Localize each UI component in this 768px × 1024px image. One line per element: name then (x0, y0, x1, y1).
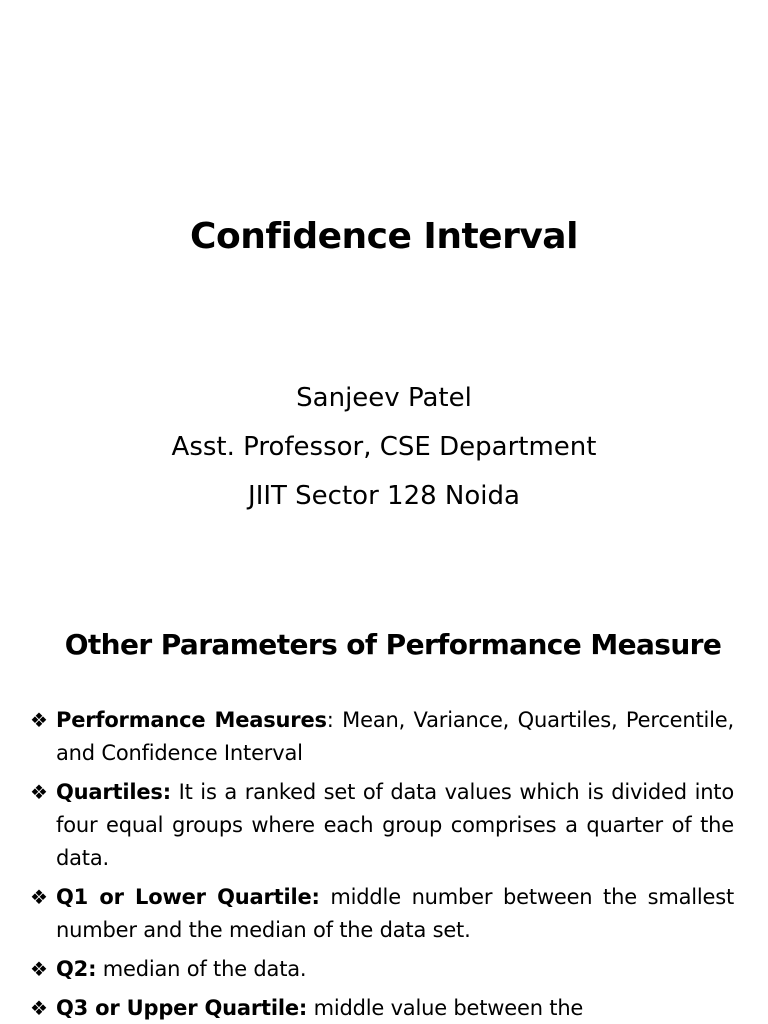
bullet-term: Q1 or Lower Quartile: (56, 885, 320, 909)
bullet-text: middle value between the (307, 996, 584, 1020)
diamond-bullet-icon: ❖ (30, 996, 48, 1020)
diamond-bullet-icon: ❖ (30, 708, 48, 732)
bullet-text: median of the data. (96, 957, 307, 981)
list-item (30, 992, 734, 1024)
bullet-term: Q3 or Upper Quartile: (56, 996, 308, 1020)
author-position: Asst. Professor, CSE Department (171, 432, 597, 462)
slide-heading: Other Parameters of Performance Measure (64, 628, 722, 661)
author-block (0, 374, 768, 521)
diamond-bullet-icon: ❖ (30, 885, 48, 909)
bullet-term: Performance Measures (56, 708, 327, 732)
author-name: Sanjeev Patel (296, 383, 472, 413)
slide-title: Confidence Interval (190, 216, 578, 257)
content-slide (0, 576, 768, 1024)
list-item (30, 776, 734, 875)
author-institution: JIIT Sector 128 Noida (248, 481, 520, 511)
list-item (30, 881, 734, 947)
bullet-separator: : (326, 708, 334, 732)
list-item (30, 704, 734, 770)
bullet-text: middle number between the smallest number and the median of the data set. (56, 885, 735, 942)
list-item (30, 953, 734, 986)
bullet-list (30, 704, 734, 1024)
diamond-bullet-icon: ❖ (30, 780, 48, 804)
bullet-term: Q2: (56, 957, 97, 981)
bullet-text: Mean, Variance, Quartiles, Percentile, and Confidence Interval (56, 708, 734, 765)
bullet-term: Quartiles: (56, 780, 171, 804)
bullet-text: It is a ranked set of data values which is divided into four equal groups where each group comprises a quarter of the data. (56, 780, 734, 870)
diamond-bullet-icon: ❖ (30, 957, 48, 981)
